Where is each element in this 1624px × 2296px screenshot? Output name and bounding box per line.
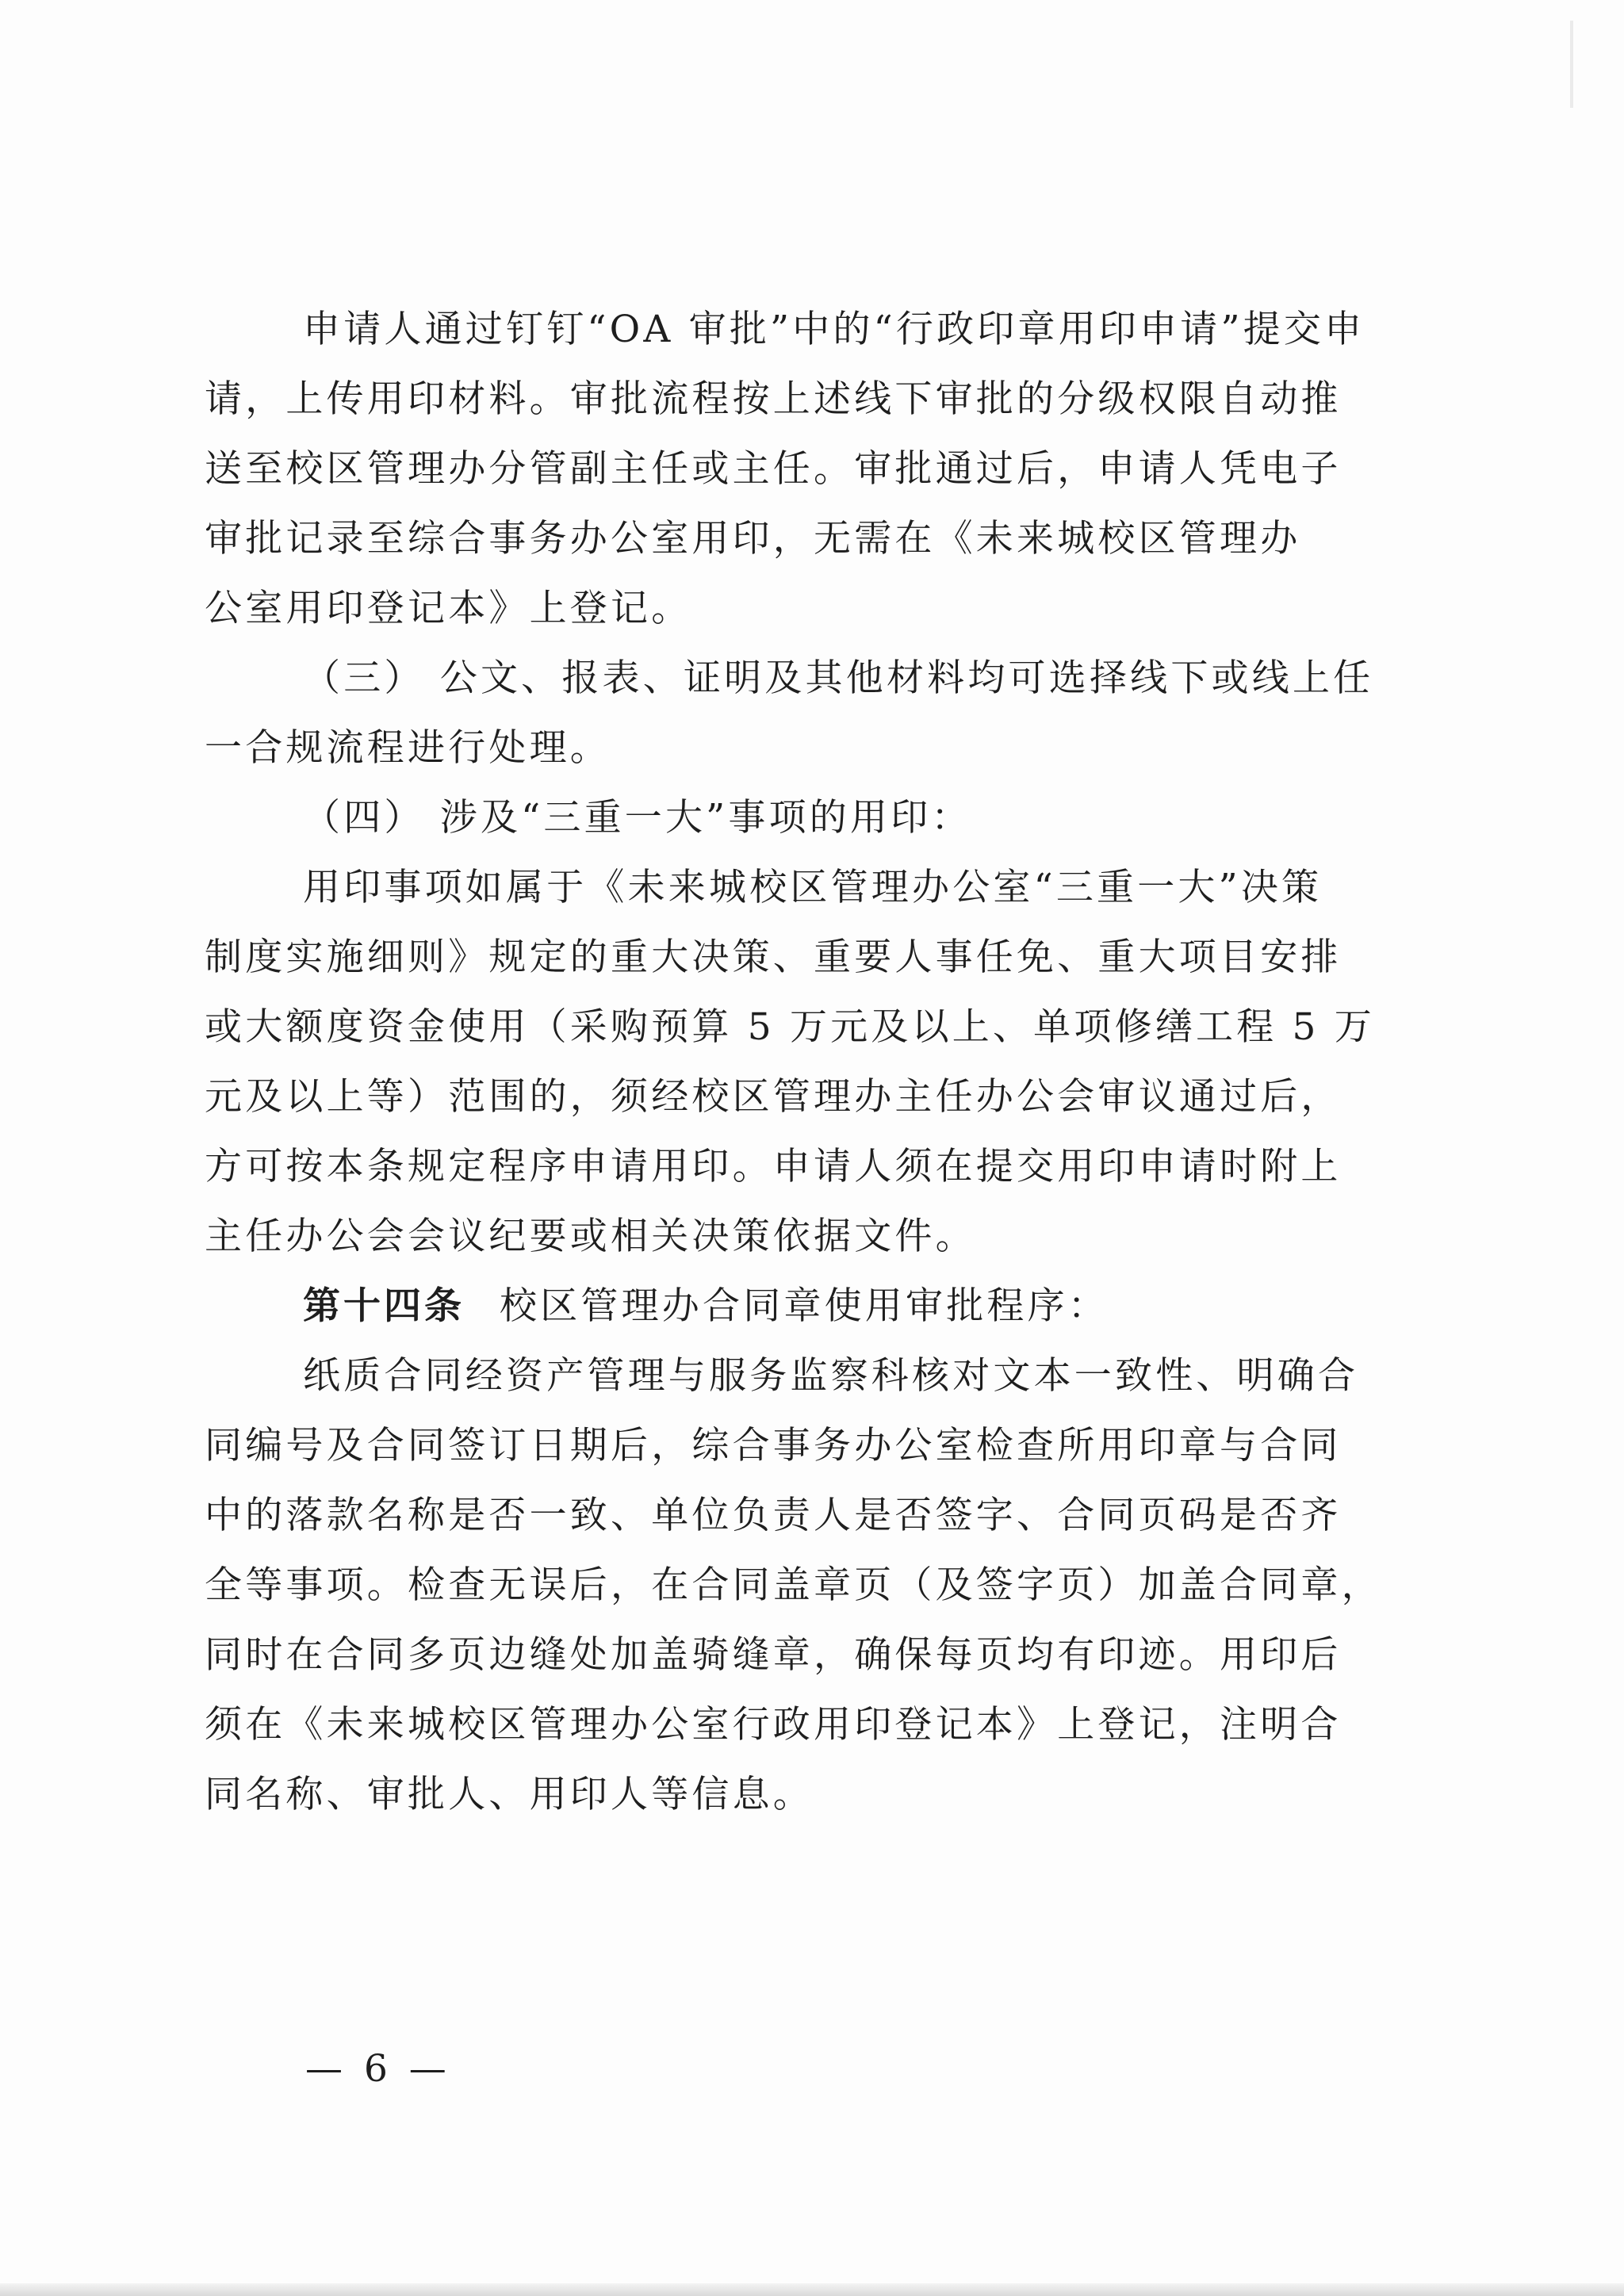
article-14-heading-line (205, 1272, 1418, 1341)
article-14-label: 第十四条 (303, 1284, 465, 1328)
article-14-line-7: 同名称、审批人、用印人等信息。 (205, 1773, 814, 1816)
item-four-line-2: 制度实施细则》规定的重大决策、重要人事任免、重大项目安排 (205, 936, 1342, 979)
scan-bottom-edge (0, 2283, 1624, 2296)
text-line-2: 请，上传用印材料。审批流程按上述线下审批的分级权限自动推 (205, 377, 1342, 421)
item-four-line-4: 元及以上等）范围的，须经校区管理办主任办公会审议通过后， (205, 1075, 1342, 1119)
text-line-5: 公室用印登记本》上登记。 (205, 587, 692, 630)
text-line-3: 送至校区管理办分管副主任或主任。审批通过后，申请人凭电子 (205, 447, 1342, 491)
article-14-line-4: 全等事项。检查无误后，在合同盖章页（及签字页）加盖合同章， (205, 1563, 1382, 1607)
page-number: — 6 — (305, 2047, 451, 2091)
item-four-line-6: 主任办公会会议纪要或相关决策依据文件。 (205, 1215, 976, 1258)
item-three-line-1: （三） 公文、报表、证明及其他材料均可选择线下或线上任 (303, 656, 1374, 700)
scan-corner-mark (1570, 21, 1608, 108)
article-14-line-1: 纸质合同经资产管理与服务监察科核对文本一致性、明确合 (303, 1354, 1359, 1398)
article-14-line-6: 须在《未来城校区管理办公室行政用印登记本》上登记，注明合 (205, 1703, 1342, 1747)
item-four-line-5: 方可按本条规定程序申请用印。申请人须在提交用印申请时附上 (205, 1145, 1342, 1188)
article-14-line-3: 中的落款名称是否一致、单位负责人是否签字、合同页码是否齐 (205, 1494, 1342, 1537)
item-four-line-1: 用印事项如属于《未来城校区管理办公室“三重一大”决策 (303, 866, 1323, 909)
item-four-heading: （四） 涉及“三重一大”事项的用印： (303, 796, 972, 840)
document-body (205, 295, 1418, 1830)
item-three-line-2: 一合规流程进行处理。 (205, 726, 611, 770)
article-14-title: 校区管理办合同章使用审批程序： (500, 1284, 1109, 1328)
article-14-line-2: 同编号及合同签订日期后，综合事务办公室检查所用印章与合同 (205, 1424, 1342, 1468)
item-four-line-3: 或大额度资金使用（采购预算 5 万元及以上、单项修缮工程 5 万 (205, 1005, 1375, 1049)
text-line-4: 审批记录至综合事务办公室用印，无需在《未来城校区管理办 (205, 517, 1301, 561)
article-14-line-5: 同时在合同多页边缝处加盖骑缝章，确保每页均有印迹。用印后 (205, 1633, 1342, 1677)
text-line-1: 申请人通过钉钉“OA 审批”中的“行政印章用印申请”提交申 (303, 308, 1365, 351)
